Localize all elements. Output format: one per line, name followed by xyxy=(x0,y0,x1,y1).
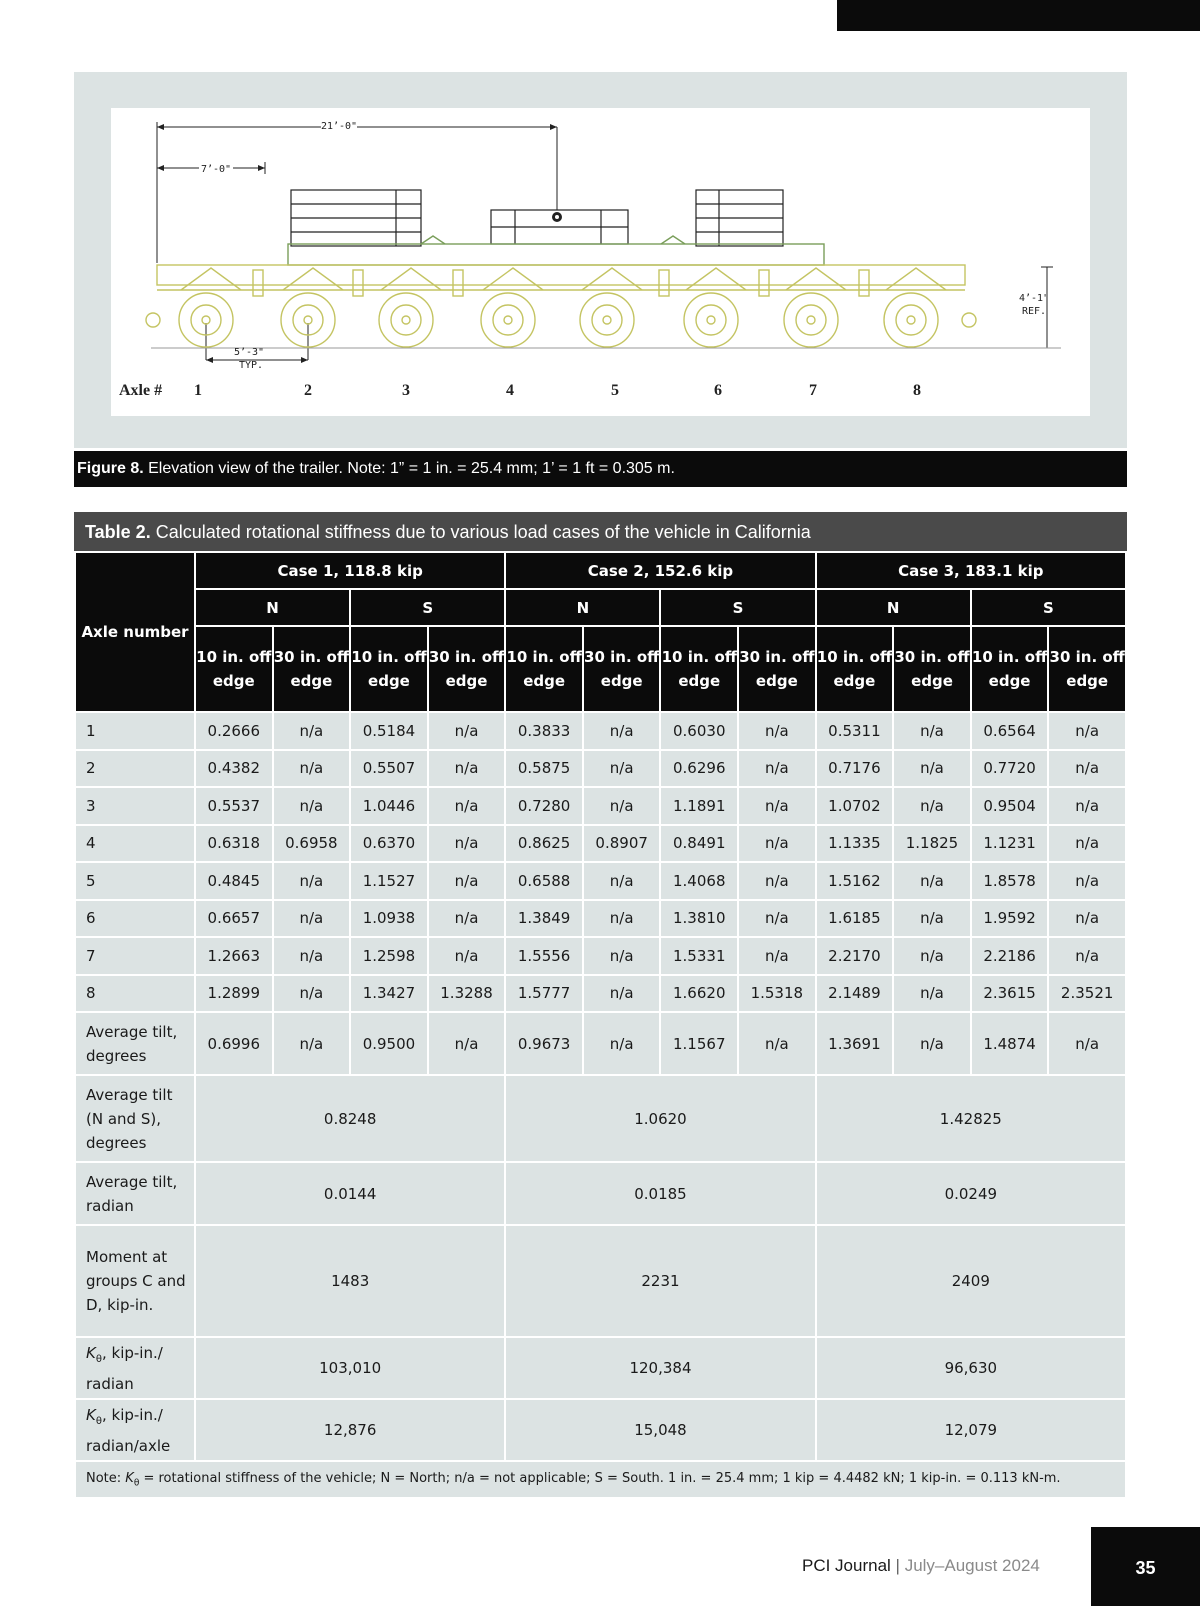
table-row xyxy=(75,900,1126,938)
table-cell: 1.6185 xyxy=(816,900,894,938)
figure-caption xyxy=(74,451,1127,487)
table-row xyxy=(75,712,1126,750)
table-cell: n/a xyxy=(428,862,506,900)
table-cell: 1.2598 xyxy=(350,937,428,975)
table-title-label: Table 2. xyxy=(85,522,151,542)
table-cell: 12,079 xyxy=(816,1399,1126,1461)
table-cell: 0.3833 xyxy=(505,712,583,750)
dim-typ: TYP. xyxy=(238,360,264,371)
table-cell: n/a xyxy=(893,712,971,750)
row-label: Average tilt (N and S), degrees xyxy=(75,1075,195,1162)
table-cell: n/a xyxy=(738,787,816,825)
k-theta-label: , kip-in./ radian/axle xyxy=(86,1405,171,1455)
table-cell: 1.1891 xyxy=(660,787,738,825)
offset-header: 30 in. off edge xyxy=(1048,626,1126,712)
table-cell: n/a xyxy=(273,787,351,825)
table-note-row xyxy=(75,1461,1126,1498)
row-label: Average tilt, radian xyxy=(75,1162,195,1225)
table-cell: 0.8491 xyxy=(660,825,738,863)
table-cell: 0.5311 xyxy=(816,712,894,750)
axle-number: 8 xyxy=(913,382,921,399)
k-theta-subscript: θ xyxy=(95,1353,102,1365)
axle-number: 3 xyxy=(402,382,410,399)
table-cell: 0.8625 xyxy=(505,825,583,863)
table-cell: n/a xyxy=(893,750,971,788)
table-body xyxy=(75,712,1126,1498)
table-cell: n/a xyxy=(738,862,816,900)
table-cell: n/a xyxy=(1048,750,1126,788)
offset-header: 10 in. off edge xyxy=(971,626,1049,712)
row-label xyxy=(75,1399,195,1461)
table-cell: n/a xyxy=(738,1012,816,1075)
row-label xyxy=(75,1337,195,1399)
table-cell: 0.5507 xyxy=(350,750,428,788)
table-cell: n/a xyxy=(273,900,351,938)
offset-header: 10 in. off edge xyxy=(660,626,738,712)
table-cell: 1.8578 xyxy=(971,862,1049,900)
case-header: Case 3, 183.1 kip xyxy=(816,552,1126,589)
table-cell: n/a xyxy=(583,862,661,900)
table-cell: n/a xyxy=(583,1012,661,1075)
table-cell: n/a xyxy=(1048,937,1126,975)
table-cell: 0.7176 xyxy=(816,750,894,788)
table-cell: n/a xyxy=(583,712,661,750)
axle-number: 1 xyxy=(194,382,202,399)
table-cell: 2231 xyxy=(505,1225,815,1337)
table-cell: 0.5184 xyxy=(350,712,428,750)
axle-number: 5 xyxy=(611,382,619,399)
table-cell: 1.5318 xyxy=(738,975,816,1013)
row-label: 1 xyxy=(75,712,195,750)
table-cell: 1.2899 xyxy=(195,975,273,1013)
table-cell: 0.6370 xyxy=(350,825,428,863)
table-cell: 120,384 xyxy=(505,1337,815,1399)
table-cell: n/a xyxy=(273,862,351,900)
table-cell: n/a xyxy=(273,937,351,975)
row-label: 7 xyxy=(75,937,195,975)
table-cell: 0.9673 xyxy=(505,1012,583,1075)
table-row xyxy=(75,862,1126,900)
offset-header: 30 in. off edge xyxy=(273,626,351,712)
table-cell: n/a xyxy=(583,900,661,938)
table-cell: 1.42825 xyxy=(816,1075,1126,1162)
table-cell: 0.0185 xyxy=(505,1162,815,1225)
table-cell: 0.6318 xyxy=(195,825,273,863)
row-label: 2 xyxy=(75,750,195,788)
table-cell: 1.5331 xyxy=(660,937,738,975)
table-cell: 1.4068 xyxy=(660,862,738,900)
offset-header: 10 in. off edge xyxy=(350,626,428,712)
table-cell: 1.9592 xyxy=(971,900,1049,938)
table-cell: n/a xyxy=(893,787,971,825)
stiffness-table xyxy=(74,551,1127,1499)
table-cell: 1.5162 xyxy=(816,862,894,900)
table-cell: 0.6588 xyxy=(505,862,583,900)
table-cell: 1.3691 xyxy=(816,1012,894,1075)
table-cell: 1.0446 xyxy=(350,787,428,825)
table-cell: 0.6958 xyxy=(273,825,351,863)
row-label: 4 xyxy=(75,825,195,863)
table-note xyxy=(75,1461,1126,1498)
note-k-subscript: θ xyxy=(133,1478,140,1489)
table-cell: 0.4382 xyxy=(195,750,273,788)
table-cell: n/a xyxy=(893,862,971,900)
row-label: Moment at groups C and D, kip-in. xyxy=(75,1225,195,1337)
table-cell: 2409 xyxy=(816,1225,1126,1337)
figure-caption-text: Elevation view of the trailer. Note: 1” = 1 in. = 25.4 mm; 1’ = 1 ft = 0.305 m. xyxy=(143,460,675,477)
table-row xyxy=(75,750,1126,788)
table-row xyxy=(75,1337,1126,1399)
row-label: 3 xyxy=(75,787,195,825)
table-cell: 12,876 xyxy=(195,1399,505,1461)
table-row xyxy=(75,937,1126,975)
table-cell: 0.6296 xyxy=(660,750,738,788)
table-cell: 0.6564 xyxy=(971,712,1049,750)
table-row xyxy=(75,1012,1126,1075)
figure-panel xyxy=(74,72,1127,448)
dim-front: 7’-0" xyxy=(200,164,232,175)
table-cell: n/a xyxy=(1048,1012,1126,1075)
table-cell: n/a xyxy=(1048,862,1126,900)
case-header: Case 2, 152.6 kip xyxy=(505,552,815,589)
note-prefix: Note: xyxy=(86,1470,126,1486)
table-cell: n/a xyxy=(428,712,506,750)
row-label: 5 xyxy=(75,862,195,900)
table-cell: n/a xyxy=(273,1012,351,1075)
table-cell: n/a xyxy=(428,937,506,975)
table-row xyxy=(75,975,1126,1013)
table-cell: n/a xyxy=(738,900,816,938)
table-cell: n/a xyxy=(428,1012,506,1075)
axle-number: 6 xyxy=(714,382,722,399)
table-cell: 1.3427 xyxy=(350,975,428,1013)
offset-header: 30 in. off edge xyxy=(893,626,971,712)
direction-header: S xyxy=(971,589,1126,626)
table-cell: n/a xyxy=(893,975,971,1013)
table-row xyxy=(75,787,1126,825)
table-cell: n/a xyxy=(738,825,816,863)
table-cell: n/a xyxy=(738,937,816,975)
case-header: Case 1, 118.8 kip xyxy=(195,552,505,589)
table-cell: 2.3521 xyxy=(1048,975,1126,1013)
table-cell: n/a xyxy=(1048,712,1126,750)
table-cell: n/a xyxy=(428,787,506,825)
table-cell: n/a xyxy=(1048,900,1126,938)
table-cell: 1.1567 xyxy=(660,1012,738,1075)
k-theta-symbol: K xyxy=(86,1405,96,1424)
table-cell: 0.6657 xyxy=(195,900,273,938)
table-cell: 0.5875 xyxy=(505,750,583,788)
table-row xyxy=(75,1162,1126,1225)
axle-label: Axle # xyxy=(119,382,163,399)
table-cell: n/a xyxy=(893,937,971,975)
table-cell: 0.8248 xyxy=(195,1075,505,1162)
trailer-drawing xyxy=(111,108,1090,416)
table-cell: 103,010 xyxy=(195,1337,505,1399)
offset-header-row xyxy=(75,626,1126,712)
trailer-elevation-svg xyxy=(111,108,1090,416)
table-cell: n/a xyxy=(583,787,661,825)
offset-header: 30 in. off edge xyxy=(738,626,816,712)
offset-header: 10 in. off edge xyxy=(816,626,894,712)
table-cell: 0.5537 xyxy=(195,787,273,825)
table-cell: 0.7280 xyxy=(505,787,583,825)
journal-name: PCI Journal xyxy=(802,1556,891,1575)
row-label: Average tilt, degrees xyxy=(75,1012,195,1075)
table-cell: 1.3849 xyxy=(505,900,583,938)
table-cell: 96,630 xyxy=(816,1337,1126,1399)
table-cell: 1.4874 xyxy=(971,1012,1049,1075)
table-cell: 0.6996 xyxy=(195,1012,273,1075)
table-cell: 0.9504 xyxy=(971,787,1049,825)
table-cell: n/a xyxy=(738,712,816,750)
table-cell: 1.0620 xyxy=(505,1075,815,1162)
direction-header: N xyxy=(195,589,350,626)
table-cell: n/a xyxy=(893,900,971,938)
table-cell: n/a xyxy=(273,712,351,750)
direction-header: S xyxy=(350,589,505,626)
table-title-text: Calculated rotational stiffness due to various load cases of the vehicle in California xyxy=(150,522,811,542)
table-row xyxy=(75,825,1126,863)
table-title xyxy=(74,512,1127,552)
offset-header: 30 in. off edge xyxy=(583,626,661,712)
axle-number: 4 xyxy=(506,382,514,399)
table-cell: n/a xyxy=(1048,787,1126,825)
dim-ref: REF. xyxy=(1021,306,1047,317)
offset-header: 10 in. off edge xyxy=(195,626,273,712)
table-cell: 2.1489 xyxy=(816,975,894,1013)
dim-overall: 21’-0" xyxy=(320,121,358,132)
table-cell: n/a xyxy=(428,750,506,788)
row-label: 8 xyxy=(75,975,195,1013)
table-cell: n/a xyxy=(273,750,351,788)
table-cell: 1.5777 xyxy=(505,975,583,1013)
offset-header: 30 in. off edge xyxy=(428,626,506,712)
table-cell: 0.9500 xyxy=(350,1012,428,1075)
table-cell: n/a xyxy=(738,750,816,788)
table-cell: 1.3810 xyxy=(660,900,738,938)
direction-header: S xyxy=(660,589,815,626)
issue-date: July–August 2024 xyxy=(904,1556,1040,1575)
k-theta-symbol: K xyxy=(86,1343,96,1362)
table-cell: 0.2666 xyxy=(195,712,273,750)
table-cell: 1.1527 xyxy=(350,862,428,900)
table-cell: 2.2170 xyxy=(816,937,894,975)
dim-height: 4’-1" xyxy=(1018,293,1050,304)
table-row xyxy=(75,1075,1126,1162)
note-text: = rotational stiffness of the vehicle; N = North; n/a = not applicable; S = South. 1 in. = 25.4 mm; 1 kip = 4.4482 kN; 1 kip-in. = 0.113 kN-m. xyxy=(139,1470,1061,1486)
table-cell: 0.6030 xyxy=(660,712,738,750)
table-cell: 1.5556 xyxy=(505,937,583,975)
table-cell: n/a xyxy=(893,1012,971,1075)
table-cell: n/a xyxy=(428,900,506,938)
table-cell: n/a xyxy=(583,937,661,975)
axle-number: 7 xyxy=(809,382,817,399)
table-cell: 0.0144 xyxy=(195,1162,505,1225)
table-row xyxy=(75,1399,1126,1461)
direction-header: N xyxy=(816,589,971,626)
offset-header: 10 in. off edge xyxy=(505,626,583,712)
table-cell: 1.1825 xyxy=(893,825,971,863)
footer-journal xyxy=(802,1556,1040,1576)
table-cell: n/a xyxy=(273,975,351,1013)
table-cell: 0.7720 xyxy=(971,750,1049,788)
dim-axle-spacing: 5’-3" xyxy=(233,347,265,358)
table-cell: 2.2186 xyxy=(971,937,1049,975)
table-cell: 1.3288 xyxy=(428,975,506,1013)
header-bar xyxy=(837,0,1200,31)
direction-header: N xyxy=(505,589,660,626)
table-cell: 1.1231 xyxy=(971,825,1049,863)
table-cell: 1.2663 xyxy=(195,937,273,975)
table-row xyxy=(75,1225,1126,1337)
table-cell: n/a xyxy=(583,750,661,788)
table-cell: 15,048 xyxy=(505,1399,815,1461)
table-cell: 1483 xyxy=(195,1225,505,1337)
table-cell: 1.1335 xyxy=(816,825,894,863)
table-cell: 2.3615 xyxy=(971,975,1049,1013)
table-cell: n/a xyxy=(1048,825,1126,863)
axle-number: 2 xyxy=(304,382,312,399)
table-cell: 1.0702 xyxy=(816,787,894,825)
axle-number-header: Axle number xyxy=(75,552,195,712)
table-cell: 1.0938 xyxy=(350,900,428,938)
k-theta-label: , kip-in./ radian xyxy=(86,1343,163,1393)
page-number: 35 xyxy=(1091,1527,1200,1606)
table-cell: 0.0249 xyxy=(816,1162,1126,1225)
row-label: 6 xyxy=(75,900,195,938)
figure-caption-label: Figure 8. xyxy=(77,460,144,477)
table-cell: n/a xyxy=(583,975,661,1013)
footer-separator: | xyxy=(890,1556,905,1575)
k-theta-subscript: θ xyxy=(95,1415,102,1427)
note-k-symbol: K xyxy=(125,1470,134,1486)
table-cell: 0.8907 xyxy=(583,825,661,863)
table-cell: 1.6620 xyxy=(660,975,738,1013)
table-cell: n/a xyxy=(428,825,506,863)
table-cell: 0.4845 xyxy=(195,862,273,900)
